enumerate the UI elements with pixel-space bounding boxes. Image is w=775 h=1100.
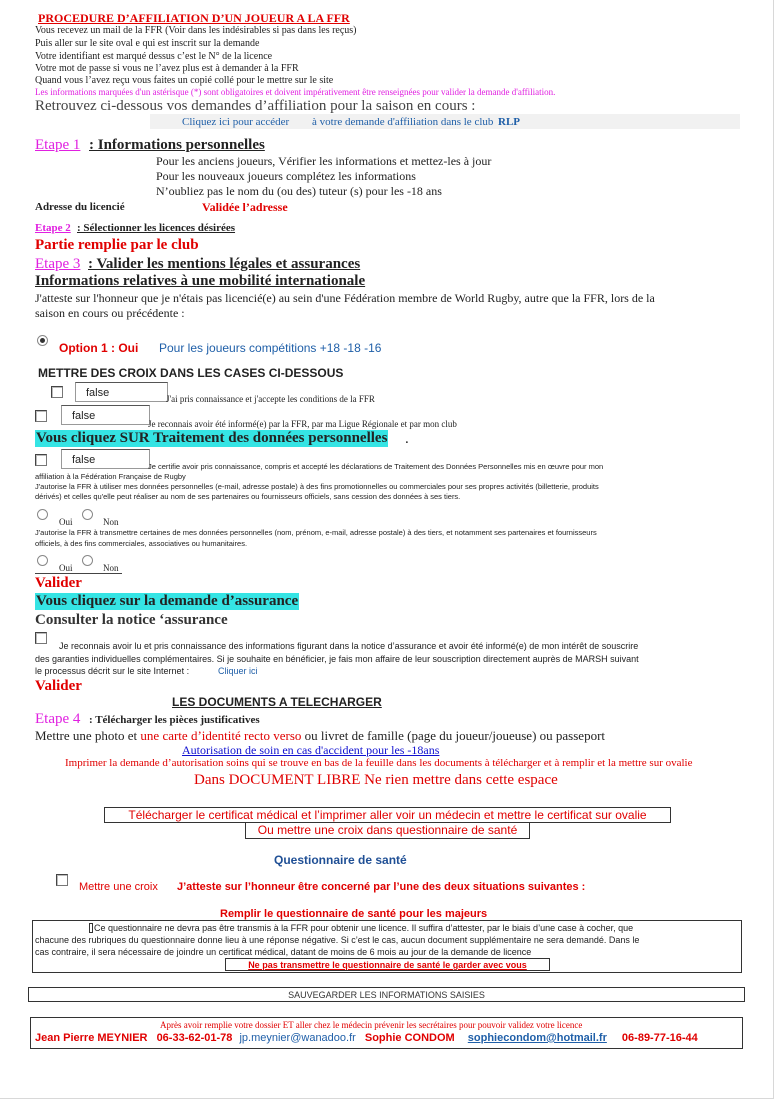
data-treatment-checkbox[interactable] [35, 454, 47, 466]
step3-label: Etape 3 [35, 256, 81, 272]
conditions-text: J'ai pris connaissance et j'accepte les conditions de la FFR [166, 394, 375, 404]
validate-insurance-button[interactable]: Valider [35, 678, 82, 694]
contact-note: Après avoir remplie votre dossier ET aller chez le médecin prévenir les secrétaires pour pouvoir validez votre licence [160, 1020, 583, 1030]
club-part-note: Partie remplie par le club [35, 237, 199, 253]
step3-title: : Valider les mentions légales et assurances [88, 256, 361, 272]
informed-value[interactable]: false [61, 405, 150, 425]
required-note: Les informations marquées d'un astérisque (*) sont obligatoires et doivent impérativement être renseignées pour valider la demande d'affiliation. [35, 87, 556, 97]
certificate-box [104, 807, 671, 823]
transfer-no-label: Non [103, 563, 119, 573]
data-treatment-text: Je certifie avoir pris connaissance, compris et accepté les déclarations de Traitement des Données Personnelles mis en œuvre pour mon [148, 462, 604, 471]
cross-heading: METTRE DES CROIX DANS LES CASES CI-DESSOUS [38, 366, 344, 380]
transfer-no-radio[interactable] [82, 555, 93, 566]
insurance-checkbox[interactable] [35, 632, 47, 644]
questionnaire-info: cas contraire, il sera nécessaire de joindre un certificat médical, datant de moins de 6 mois au jour de la demande de licence [35, 947, 532, 957]
health-title: Questionnaire de santé [274, 853, 407, 867]
promo-no-label: Non [103, 517, 119, 527]
access-link-rest[interactable]: à votre demande d'affiliation dans le club [312, 116, 494, 128]
contact2-name: Sophie CONDOM [364, 1032, 455, 1044]
intro-line: Votre identifiant est marqué dessus c’est le N° de la licence [35, 51, 273, 62]
insurance-request-link[interactable]: Vous cliquez sur la demande d’assurance [36, 593, 299, 609]
authorization-text: Imprimer la demande d’autorisation soins qui se trouve en bas de la feuille dans les documents à télécharger et à remplir et la mettre sur ovalie [65, 757, 693, 769]
free-document-note: Dans DOCUMENT LIBRE Ne rien mettre dans cette espace [194, 772, 558, 788]
id-text-part: ou livret de famille (page du joueur/joueuse) ou passeport [304, 728, 606, 743]
mobility-text: J'atteste sur l'honneur que je n'étais pas licencié(e) au sein d'une Fédération membre de World Rugby, autre que la FFR, lors de la [35, 291, 655, 305]
intro-line: Votre mot de passe si vous ne l’avez plus est à demander à la FFR [35, 63, 299, 74]
intro-line: Quand vous l’avez reçu vous faites un copié collé pour le mettre sur le site [35, 75, 334, 86]
contact1-phone: 06-33-62-01-78 [156, 1032, 233, 1044]
contact2-email[interactable]: sophiecondom@hotmail.fr [467, 1032, 607, 1044]
save-button-label: SAUVEGARDER LES INFORMATIONS SAISIES [288, 990, 485, 1000]
insurance-text: Je reconnais avoir lu et pris connaissance des informations figurant dans la notice d’assurance et avoir été informé(e) de mon intérêt de souscrire [59, 641, 639, 651]
step1-title: : Informations personnelles [89, 137, 265, 153]
step2-label: Etape 2 [35, 222, 71, 234]
contact1-email[interactable]: jp.meynier@wanadoo.fr [239, 1032, 356, 1044]
divider [35, 573, 122, 574]
warning-text: Ne pas transmettre le questionnaire de santé le garder avec vous [248, 960, 527, 970]
promo-text: J'autorise la FFR à utiliser mes données personnelles (e-mail, adresse postale) à des fins promotionnelles ou commerciales pour ses propres activités (billetterie, produits [35, 482, 599, 491]
data-treatment-link[interactable]: Vous cliquez SUR Traitement des données personnelles [36, 430, 388, 446]
informed-checkbox[interactable] [35, 410, 47, 422]
step1-line: N’oubliez pas le nom du (ou des) tuteur (s) pour les -18 ans [156, 184, 442, 198]
promo-text: dérivés) et celles qu'elle peut réaliser au nom de ses partenaires ou fournisseurs officiels, sans cession des données à ses tiers. [35, 492, 461, 501]
transfer-yes-radio[interactable] [37, 555, 48, 566]
validate-address-button[interactable]: Validée l’adresse [202, 200, 288, 214]
certificate-text: Télécharger le certificat médical et l’imprimer aller voir un médecin et mettre le certificat sur ovalie [128, 808, 647, 822]
id-text [35, 728, 605, 744]
insurance-text: des garanties individuelles complémentaires. Si je souhaite en bénéficier, je fais mon affaire de leur souscription directement auprès de MARSH suivant [35, 654, 639, 664]
transfer-text: J'autorise la FFR à transmettre certaines de mes données personnelles (nom, prénom, e-mail, adresse postale) à des tiers, et notamment ses partenaires et fournisseurs [35, 528, 597, 537]
step1-label: Etape 1 [35, 137, 81, 153]
step4-label: Etape 4 [35, 711, 81, 727]
conditions-value[interactable]: false [75, 382, 168, 402]
insurance-notice-link[interactable]: Consulter la notice ‘assurance [35, 612, 228, 628]
promo-no-radio[interactable] [82, 509, 93, 520]
health-checkbox[interactable] [56, 874, 68, 886]
fill-questionnaire-title: Remplir le questionnaire de santé pour les majeurs [220, 908, 488, 920]
option1-radio[interactable] [37, 335, 48, 346]
questionnaire-alt-box [245, 823, 530, 839]
validate-data-button[interactable]: Valider [35, 575, 82, 591]
contact1-name: Jean Pierre MEYNIER [35, 1032, 148, 1044]
questionnaire-alt-text: Ou mettre une croix dans questionnaire de santé [257, 823, 518, 837]
step1-line: Pour les nouveaux joueurs complétez les informations [156, 169, 416, 183]
data-treatment-value[interactable]: false [61, 449, 150, 469]
option1-description: Pour les joueurs compétitions +18 -18 -16 [159, 341, 382, 355]
contact2-phone: 06-89-77-16-44 [621, 1032, 698, 1044]
step2-title: : Sélectionner les licences désirées [77, 222, 236, 234]
insurance-site-link[interactable]: Cliquer ici [218, 666, 258, 676]
questionnaire-info: chacune des rubriques du questionnaire donne lieu à une réponse négative. Si c’est le cas, aucun document supplémentaire ne sera demandé. Dans le [35, 935, 640, 945]
transfer-yes-label: Oui [59, 563, 73, 573]
conditions-checkbox[interactable] [51, 386, 63, 398]
treatment-period: . [405, 431, 409, 447]
mobility-text: saison en cours ou précédente : [35, 306, 185, 320]
id-text-part: Mettre une photo et [35, 728, 138, 743]
insurance-text: le processus décrit sur le site Internet : [35, 666, 190, 676]
access-link[interactable]: Cliquez ici pour accéder [182, 116, 290, 128]
address-label: Adresse du licencié [35, 201, 125, 213]
warning-box [225, 958, 550, 971]
questionnaire-info: Ce questionnaire ne devra pas être transmis à la FFR pour obtenir une licence. Il suffira d’attester, par le biais d’une case à cocher, que [94, 923, 634, 933]
text-cursor-icon [89, 923, 93, 933]
option1-label: Option 1 : Oui [59, 341, 139, 355]
transfer-text: officiels, à des fins commerciales, associatives ou humanitaires. [35, 539, 248, 548]
documents-heading: LES DOCUMENTS A TELECHARGER [172, 695, 382, 709]
step1-line: Pour les anciens joueurs, Vérifier les informations et mettez-les à jour [156, 154, 492, 168]
authorization-link[interactable]: Autorisation de soin en cas d'accident pour les -18ans [182, 743, 440, 757]
informed-text: Je reconnais avoir été informé(e) par la FFR, par ma Ligue Régionale et par mon club [148, 419, 457, 429]
step4-title: : Télécharger les pièces justificatives [89, 714, 260, 726]
contacts-line [35, 1032, 698, 1044]
page-title: PROCEDURE D’AFFILIATION D’UN JOUEUR A LA FFR [38, 11, 350, 25]
season-heading: Retrouvez ci-dessous vos demandes d’affiliation pour la saison en cours : [35, 98, 476, 114]
cross-label: Mettre une croix [79, 881, 158, 893]
attest-text: J’atteste sur l’honneur être concerné par l’une des deux situations suivantes : [177, 881, 586, 893]
mobility-title: Informations relatives à une mobilité internationale [35, 273, 366, 289]
promo-yes-radio[interactable] [37, 509, 48, 520]
promo-yes-label: Oui [59, 517, 73, 527]
club-name: RLP [498, 116, 520, 128]
intro-line: Vous recevez un mail de la FFR (Voir dans les indésirables si pas dans les reçus) [35, 25, 357, 36]
save-button[interactable] [28, 987, 745, 1002]
intro-line: Puis aller sur le site oval e qui est inscrit sur la demande [35, 38, 260, 49]
id-card-text: une carte d’identité recto verso [140, 728, 302, 743]
data-treatment-text: affiliation à la Fédération Française de Rugby [35, 472, 186, 481]
